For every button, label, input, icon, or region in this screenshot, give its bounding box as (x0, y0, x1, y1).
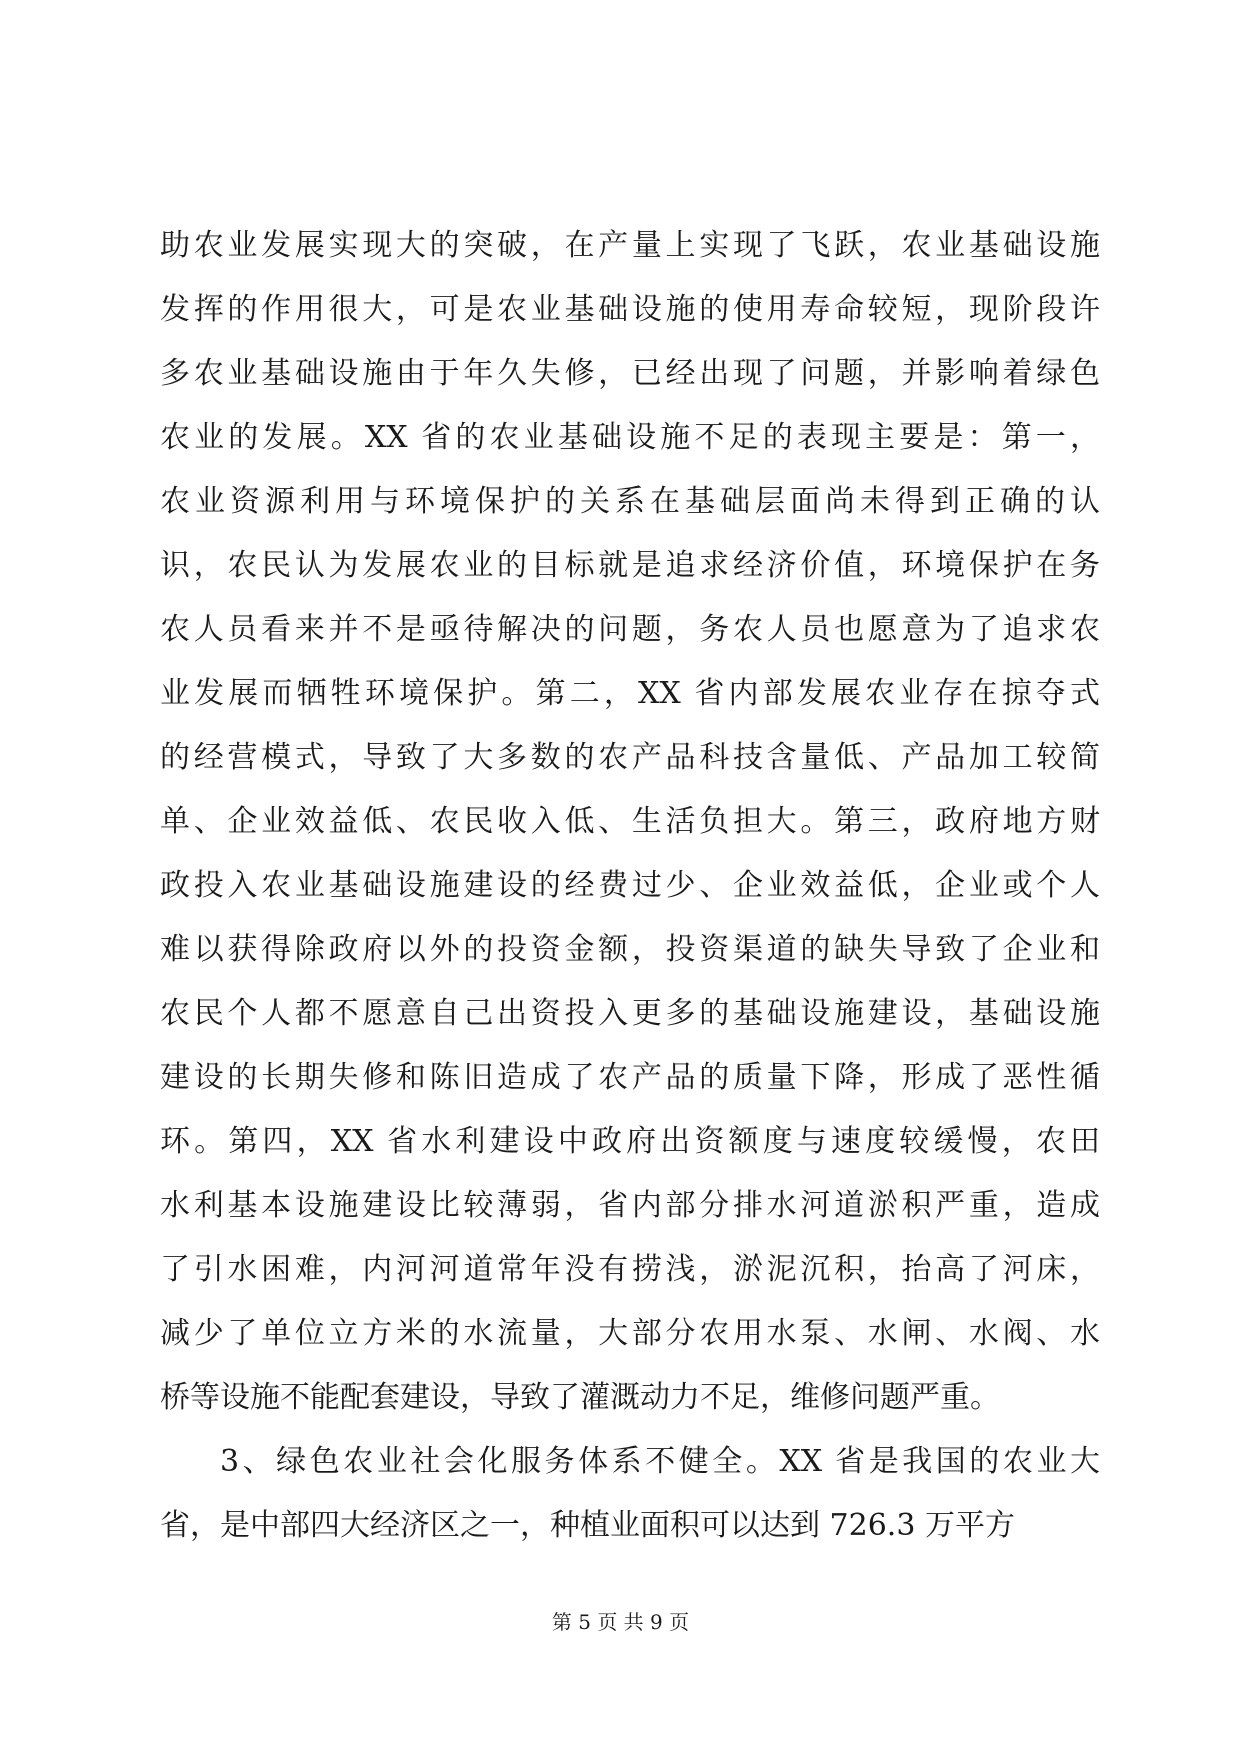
text-line: 农业的发展。XX 省的农业基础设施不足的表现主要是：第一， (160, 420, 1100, 455)
text-line: 水利基本设施建设比较薄弱，省内部分排水河道淤积严重，造成 (160, 1188, 1100, 1223)
text-line: 环。第四，XX 省水利建设中政府出资额度与速度较缓慢，农田 (160, 1124, 1100, 1159)
text-line: 农人员看来并不是亟待解决的问题，务农人员也愿意为了追求农 (160, 612, 1100, 647)
text-line: 农民个人都不愿意自己出资投入更多的基础设施建设，基础设施 (160, 996, 1100, 1031)
text-line: 单、企业效益低、农民收入低、生活负担大。第三，政府地方财 (160, 804, 1100, 839)
text-line: 了引水困难，内河河道常年没有捞浅，淤泥沉积，抬高了河床， (160, 1252, 1100, 1287)
text-line: 的经营模式，导致了大多数的农产品科技含量低、产品加工较简 (160, 740, 1100, 775)
text-line: 业发展而牺牲环境保护。第二，XX 省内部发展农业存在掠夺式 (160, 676, 1100, 711)
text-line: 省，是中部四大经济区之一，种植业面积可以达到 726.3 万平方 (160, 1508, 1015, 1543)
text-line: 农业资源利用与环境保护的关系在基础层面尚未得到正确的认 (160, 484, 1100, 519)
text-line: 建设的长期失修和陈旧造成了农产品的质量下降，形成了恶性循 (160, 1060, 1100, 1095)
text-line: 助农业发展实现大的突破，在产量上实现了飞跃，农业基础设施 (160, 228, 1100, 263)
text-line: 难以获得除政府以外的投资金额，投资渠道的缺失导致了企业和 (160, 932, 1100, 967)
text-line: 发挥的作用很大，可是农业基础设施的使用寿命较短，现阶段许 (160, 292, 1100, 327)
text-line: 政投入农业基础设施建设的经费过少、企业效益低，企业或个人 (160, 868, 1100, 903)
paragraph-start-line: 3、绿色农业社会化服务体系不健全。XX 省是我国的农业大 (220, 1444, 1100, 1479)
text-line: 识，农民认为发展农业的目标就是追求经济价值，环境保护在务 (160, 548, 1100, 583)
body-text (160, 228, 1100, 1572)
text-line: 减少了单位立方米的水流量，大部分农用水泵、水闸、水阀、水 (160, 1316, 1100, 1351)
text-line: 桥等设施不能配套建设，导致了灌溉动力不足，维修问题严重。 (160, 1380, 1000, 1415)
text-line: 多农业基础设施由于年久失修，已经出现了问题，并影响着绿色 (160, 356, 1100, 391)
page-number-footer: 第 5 页 共 9 页 (551, 1610, 690, 1634)
